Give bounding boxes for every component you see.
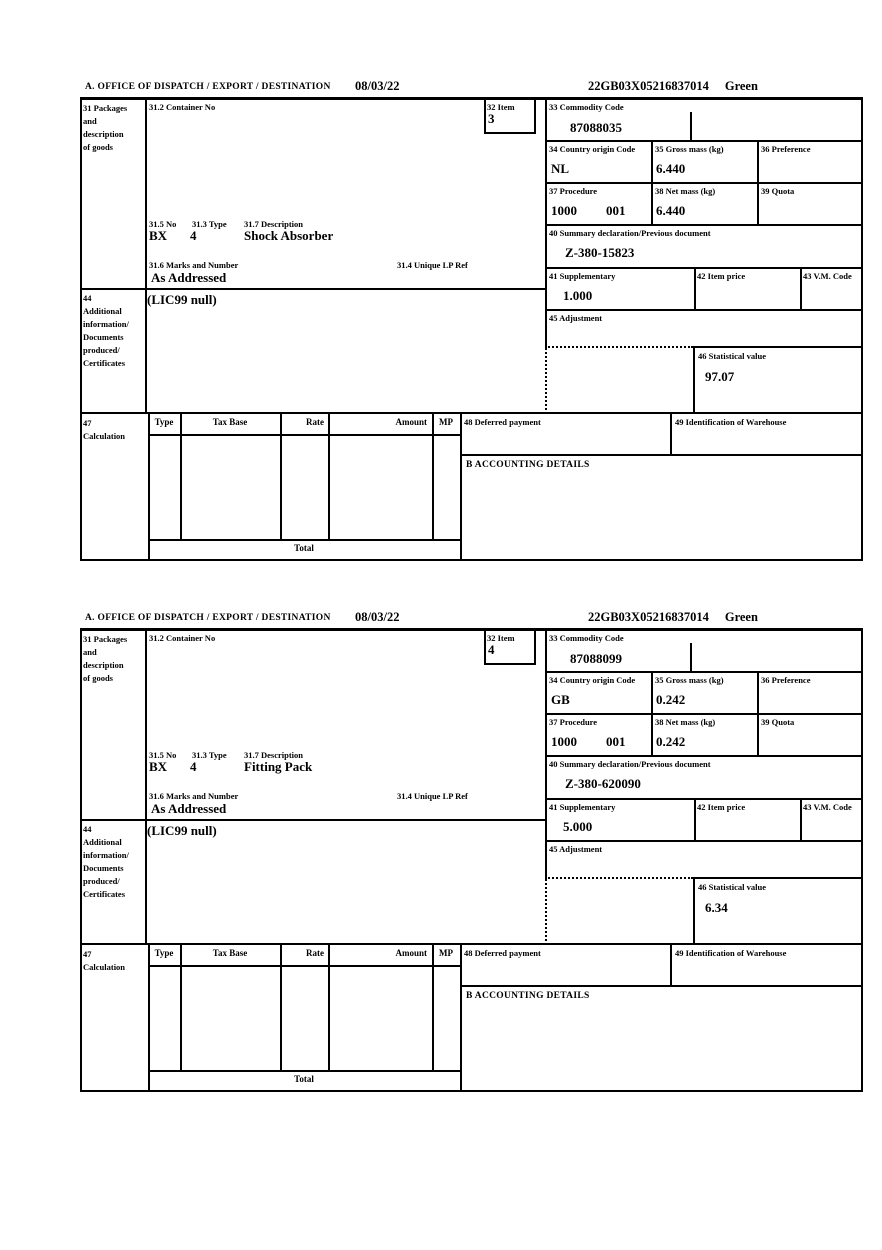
col-header-tax-base: Tax Base [212,417,248,427]
grid-line [693,346,695,412]
grid-line [651,671,653,755]
grid-line [328,943,330,1070]
box-37-procedure-label: 37 Procedure [549,186,598,196]
box-31-5-no-label: 31.5 No [149,750,177,760]
grid-line [484,132,536,134]
box-31-6-marks-label: 31.6 Marks and Number [149,260,239,270]
grid-line [670,943,672,985]
grid-line [484,97,486,134]
summary-declaration-value: Z-380-620090 [565,776,641,791]
grid-line [148,434,460,436]
grid-line [80,628,863,631]
box-32-item-label: 32 Item [487,633,515,643]
grid-line [148,943,150,1090]
grid-line [80,412,863,414]
grid-line [861,628,863,1092]
grid-line [545,97,547,346]
section-b-title: B ACCOUNTING DETAILS [466,991,590,1001]
box-41-supplementary-label: 41 Supplementary [549,271,616,281]
reference-line [588,610,758,625]
grid-line [80,1090,863,1092]
box-31-5-no-label: 31.5 No [149,219,177,229]
package-no-value: BX [149,759,168,774]
marks-and-number-value: As Addressed [151,801,227,816]
grid-line [545,309,863,311]
box-39-quota-label: 39 Quota [761,717,795,727]
dotted-divider [545,877,693,879]
box-31-3-type-label: 31.3 Type [192,219,227,229]
box-43-vm-code-label: 43 V.M. Code [803,271,852,281]
package-no-value: BX [149,228,168,243]
box-46-statistical-label: 46 Statistical value [698,351,766,361]
col-header-rate: Rate [306,417,324,427]
box-38-net-mass-label: 38 Net mass (kg) [655,186,716,196]
additional-info-value: (LIC99 null) [147,823,217,838]
grid-line [545,140,863,142]
country-origin-value: NL [551,161,570,176]
grid-line [80,97,82,561]
section-b-title: B ACCOUNTING DETAILS [466,460,590,470]
box-31-2-container-label: 31.2 Container No [149,102,216,112]
additional-info-value: (LIC99 null) [147,292,217,307]
grid-line [693,877,863,879]
box-48-deferred-label: 48 Deferred payment [464,948,541,958]
box-36-preference-label: 36 Preference [761,144,811,154]
route-status: Green [724,79,758,93]
section-a-title: A. OFFICE OF DISPATCH / EXPORT / DESTINATION [85,82,331,92]
grid-line [460,454,863,456]
grid-line [545,267,863,269]
grid-line [757,671,759,755]
box-49-warehouse-label: 49 Identification of Warehouse [675,948,787,958]
box-31-7-description-label: 31.7 Description [244,219,304,229]
box-31-4-lp-ref-label: 31.4 Unique LP Ref [397,260,468,270]
grid-line [145,97,147,412]
movement-reference-number: 22GB03X05216837014 [588,610,709,624]
grid-line [80,819,547,821]
commodity-code-tick [690,112,692,140]
supplementary-value: 5.000 [563,819,593,834]
col-header-tax-base: Tax Base [212,948,248,958]
grid-line [800,267,802,309]
net-mass-value: 6.440 [656,203,686,218]
grid-line [534,628,536,665]
grid-line [545,713,863,715]
box-46-statistical-label: 46 Statistical value [698,882,766,892]
grid-line [180,943,182,1070]
grid-line [861,97,863,561]
package-type-value: 4 [190,228,197,243]
grid-line [694,798,696,840]
box-31-7-description-label: 31.7 Description [244,750,304,760]
box-34-origin-label: 34 Country origin Code [549,675,636,685]
box-42-item-price-label: 42 Item price [697,802,746,812]
procedure-ext-value: 001 [606,203,626,218]
goods-description-value: Shock Absorber [244,228,334,243]
box-32-item-label: 32 Item [487,102,515,112]
grid-line [148,1070,460,1072]
grid-line [80,628,82,1092]
grid-line [80,288,547,290]
gross-mass-value: 6.440 [656,161,686,176]
box-40-summary-label: 40 Summary declaration/Previous document [549,228,711,238]
grid-line [280,412,282,539]
box-37-procedure-label: 37 Procedure [549,717,598,727]
grid-line [80,97,863,100]
box-31-2-container-label: 31.2 Container No [149,633,216,643]
item-number-value: 3 [488,111,495,126]
summary-declaration-value: Z-380-15823 [565,245,635,260]
col-header-type: Type [154,948,174,958]
declaration-item-block-2 [80,609,863,1093]
grid-line [80,943,863,945]
route-status: Green [724,610,758,624]
col-header-type: Type [154,417,174,427]
commodity-code-value: 87088099 [570,651,622,666]
col-header-amount: Amount [395,948,427,958]
marks-and-number-value: As Addressed [151,270,227,285]
dispatch-date: 08/03/22 [355,610,400,624]
box-47-label: 47 Calculation [83,949,126,972]
section-a-title: A. OFFICE OF DISPATCH / EXPORT / DESTINATION [85,613,331,623]
dotted-divider [545,346,693,348]
box-31-label: 31 Packages and description of goods [83,103,128,152]
box-48-deferred-label: 48 Deferred payment [464,417,541,427]
declaration-item-block-1 [80,78,863,562]
col-header-mp: MP [439,948,453,958]
dotted-divider [545,879,547,941]
procedure-value: 1000 [551,203,577,218]
grid-line [148,412,150,559]
box-35-gross-mass-label: 35 Gross mass (kg) [655,675,724,685]
country-origin-value: GB [551,692,570,707]
procedure-value: 1000 [551,734,577,749]
box-39-quota-label: 39 Quota [761,186,795,196]
box-33-commodity-label: 33 Commodity Code [549,633,624,643]
box-45-adjustment-label: 45 Adjustment [549,844,603,854]
grid-line [148,539,460,541]
grid-line [545,798,863,800]
box-40-summary-label: 40 Summary declaration/Previous document [549,759,711,769]
grid-line [800,798,802,840]
box-33-commodity-label: 33 Commodity Code [549,102,624,112]
box-41-supplementary-label: 41 Supplementary [549,802,616,812]
procedure-ext-value: 001 [606,734,626,749]
commodity-code-tick [690,643,692,671]
grid-line [148,965,460,967]
box-47-label: 47 Calculation [83,418,126,441]
grid-line [545,628,547,877]
grid-line [693,877,695,943]
grid-line [460,412,462,559]
box-44-label: 44 Additional information/ Documents produced/ Certificates [83,293,129,368]
commodity-code-value: 87088035 [570,120,622,135]
grid-line [534,97,536,134]
box-44-label: 44 Additional information/ Documents produced/ Certificates [83,824,129,899]
grid-line [432,412,434,539]
total-label: Total [294,543,314,553]
box-31-label: 31 Packages and description of goods [83,634,128,683]
package-type-value: 4 [190,759,197,774]
total-label: Total [294,1074,314,1084]
box-49-warehouse-label: 49 Identification of Warehouse [675,417,787,427]
grid-line [694,267,696,309]
box-38-net-mass-label: 38 Net mass (kg) [655,717,716,727]
goods-description-value: Fitting Pack [244,759,313,774]
box-34-origin-label: 34 Country origin Code [549,144,636,154]
grid-line [545,224,863,226]
grid-line [757,140,759,224]
grid-line [484,663,536,665]
box-35-gross-mass-label: 35 Gross mass (kg) [655,144,724,154]
grid-line [545,755,863,757]
grid-line [545,671,863,673]
box-36-preference-label: 36 Preference [761,675,811,685]
grid-line [80,559,863,561]
statistical-value: 6.34 [705,900,728,915]
grid-line [280,943,282,1070]
grid-line [545,840,863,842]
supplementary-value: 1.000 [563,288,593,303]
grid-line [484,628,486,665]
grid-line [651,140,653,224]
box-31-3-type-label: 31.3 Type [192,750,227,760]
grid-line [180,412,182,539]
grid-line [460,943,462,1090]
box-45-adjustment-label: 45 Adjustment [549,313,603,323]
net-mass-value: 0.242 [656,734,686,749]
grid-line [328,412,330,539]
box-31-4-lp-ref-label: 31.4 Unique LP Ref [397,791,468,801]
grid-line [145,628,147,943]
grid-line [545,182,863,184]
grid-line [432,943,434,1070]
reference-line [588,79,758,94]
box-31-6-marks-label: 31.6 Marks and Number [149,791,239,801]
dotted-divider [545,348,547,410]
grid-line [670,412,672,454]
grid-line [460,985,863,987]
col-header-rate: Rate [306,948,324,958]
box-43-vm-code-label: 43 V.M. Code [803,802,852,812]
dispatch-date: 08/03/22 [355,79,400,93]
statistical-value: 97.07 [705,369,735,384]
item-number-value: 4 [488,642,495,657]
gross-mass-value: 0.242 [656,692,686,707]
col-header-mp: MP [439,417,453,427]
col-header-amount: Amount [395,417,427,427]
movement-reference-number: 22GB03X05216837014 [588,79,709,93]
box-42-item-price-label: 42 Item price [697,271,746,281]
grid-line [693,346,863,348]
